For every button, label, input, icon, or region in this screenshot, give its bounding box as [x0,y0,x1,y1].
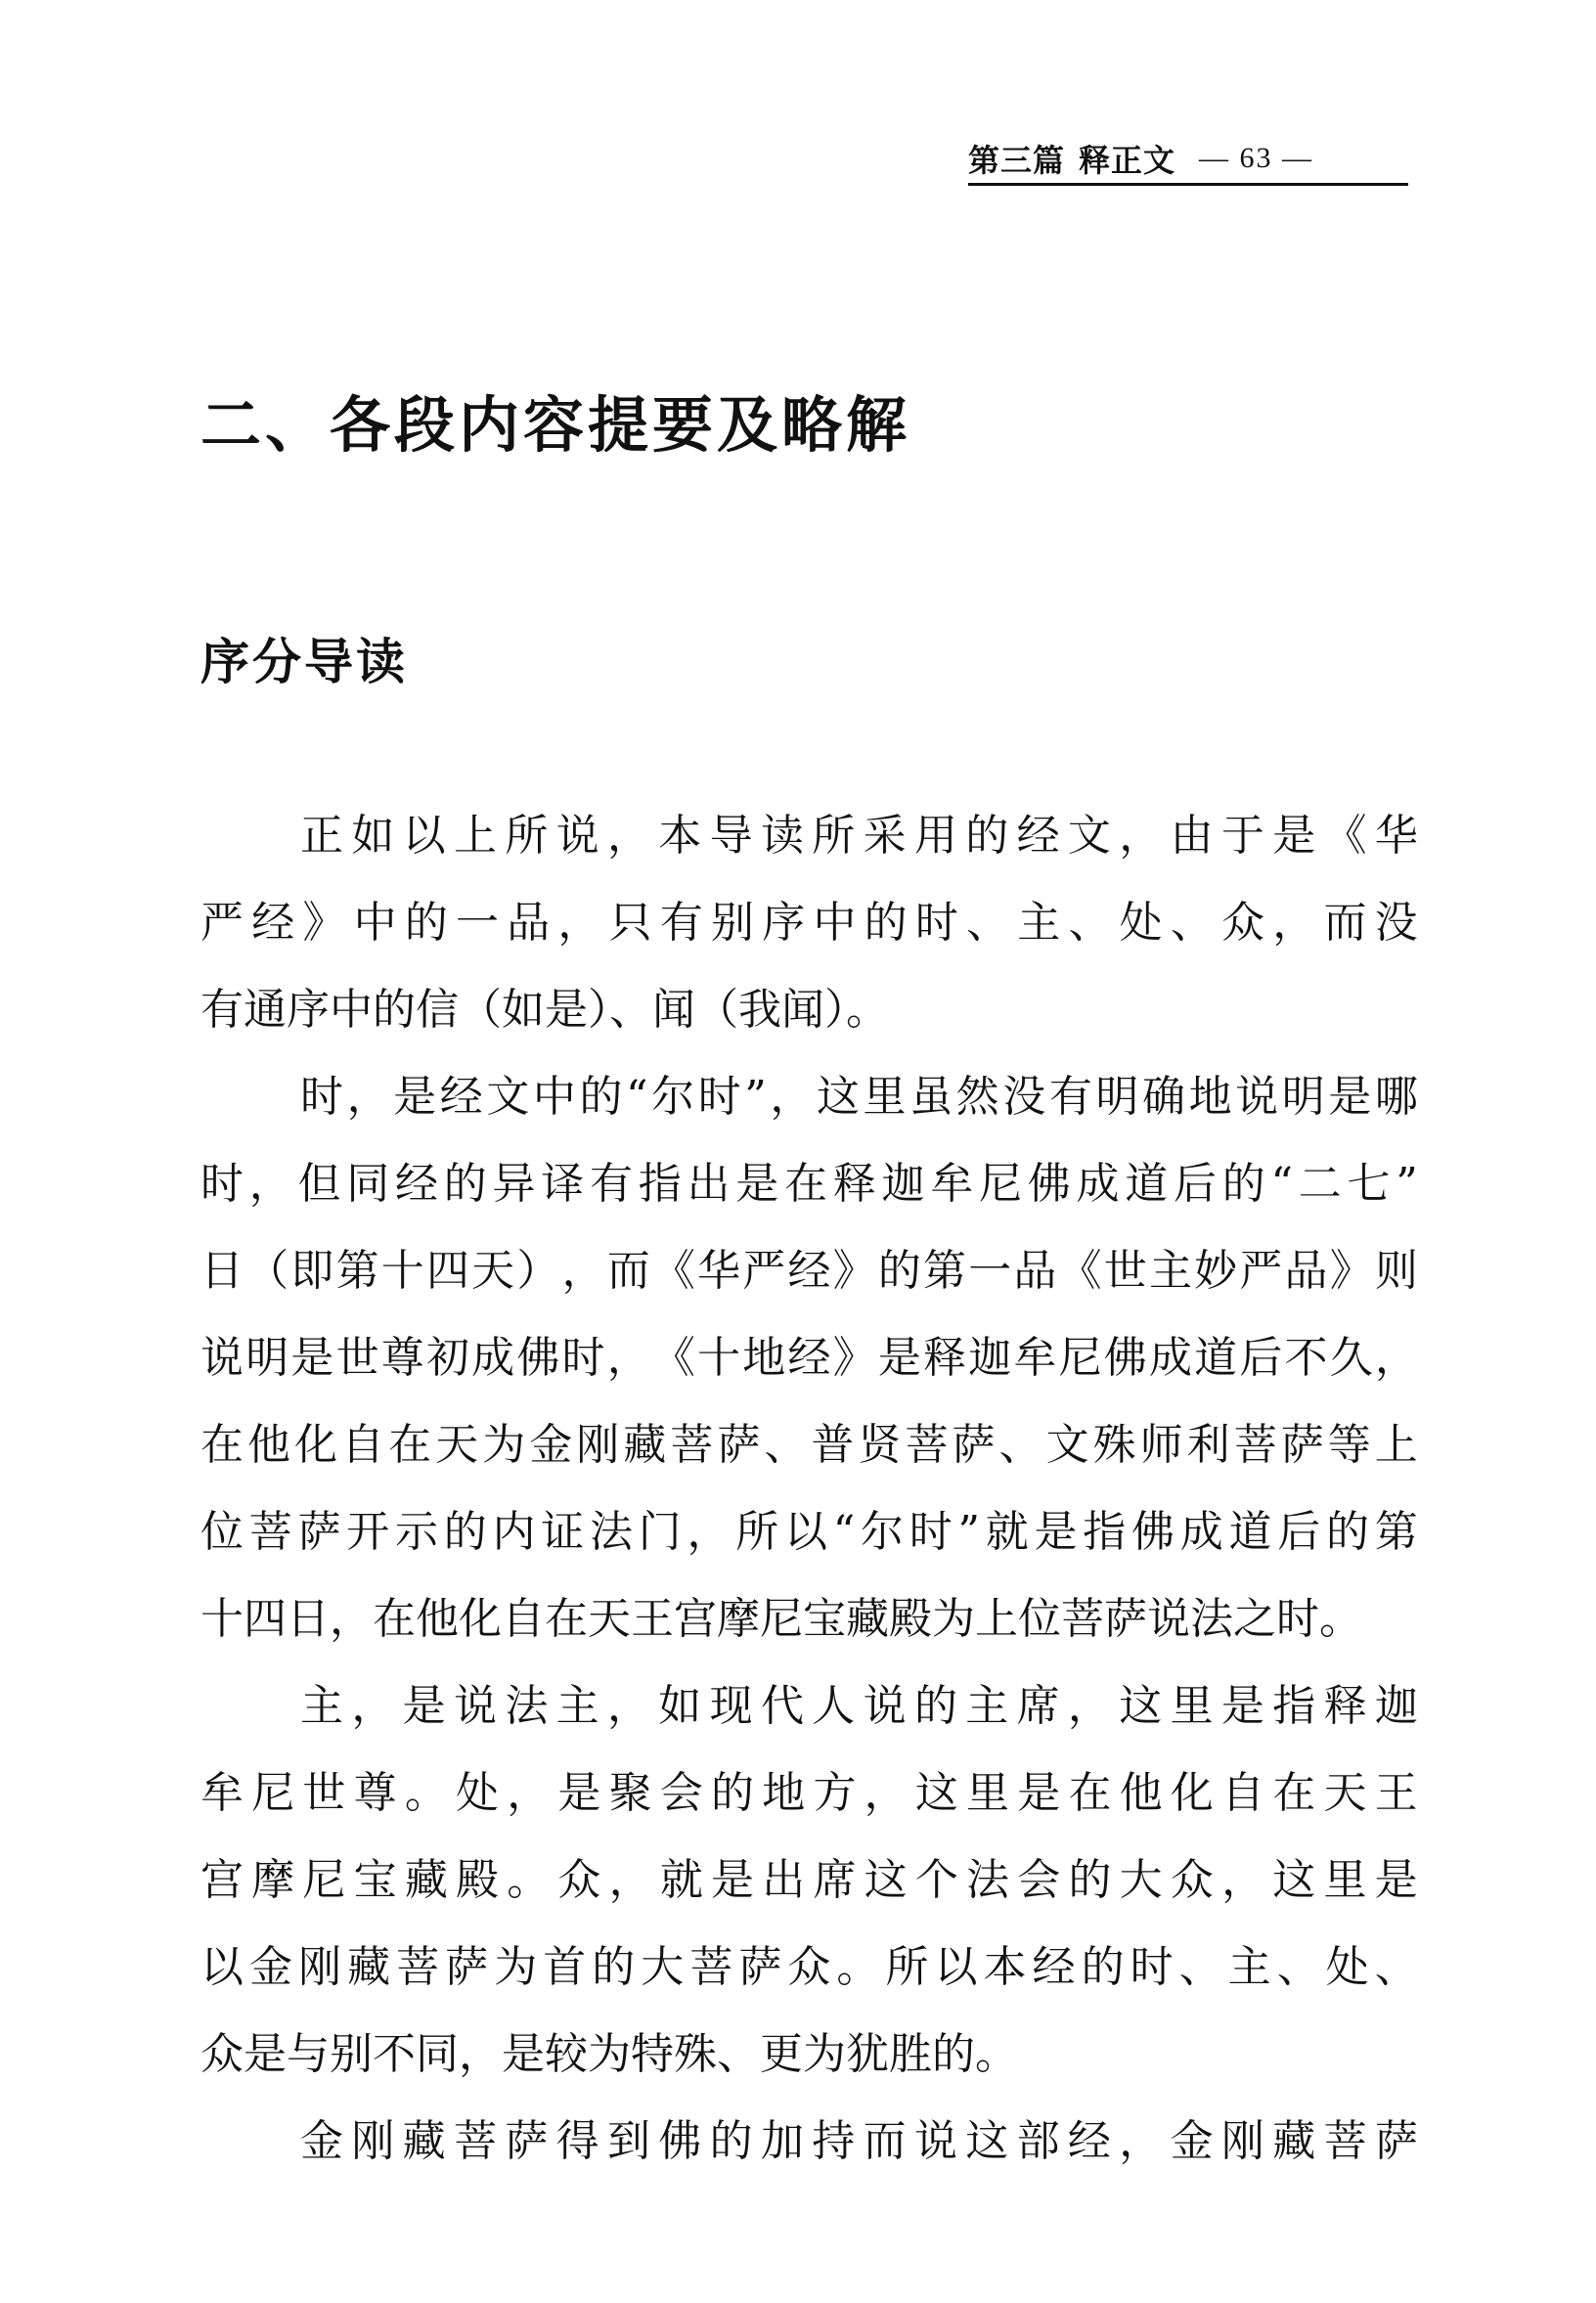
text-line: 牟 尼 世 尊 。 处 ， 是 聚 会 的 地 方 ， 这 里 是 在 他 化 自 在 天 王 [200,1768,1418,1818]
running-header [968,137,1408,186]
text-line: 众是与别不同，是较为特殊、更为犹胜的。 [200,2029,1018,2079]
text-line: 宫 摩 尼 宝 藏 殿 。 众 ， 就 是 出 席 这 个 法 会 的 大 众 ， 这 里 是 [200,1855,1418,1905]
text-line: 十四日，在他化自在天王宫摩尼宝藏殿为上位菩萨说法之时。 [200,1594,1362,1644]
text-line: 有通序中的信（如是）、闻（我闻）。 [200,985,889,1035]
page-number: — 63 — [1199,141,1314,174]
text-line: 金 刚 藏 菩 萨 得 到 佛 的 加 持 而 说 这 部 经 ， 金 刚 藏 菩 萨 [300,2116,1418,2166]
text-line: 正 如 以 上 所 说 ， 本 导 读 所 采 用 的 经 文 ， 由 于 是 《 华 [300,811,1418,861]
text-line: 位 菩 萨 开 示 的 内 证 法 门 ， 所 以 “ 尔 时 ” 就 是 指 佛 成 道 后 的 第 [200,1507,1418,1557]
text-line: 日 （ 即 第 十 四 天 ） ， 而 《 华 严 经 》 的 第 一 品 《 世 主 妙 严 品 》 则 [200,1246,1418,1296]
section-title: 二、各段内容提要及略解 [200,389,911,461]
header-part: 第三篇 [968,141,1066,179]
text-line: 时 ， 但 同 经 的 异 译 有 指 出 是 在 释 迦 牟 尼 佛 成 道 后 的 “ 二 七 ” [200,1159,1418,1209]
text-line: 在 他 化 自 在 天 为 金 刚 藏 菩 萨 、 普 贤 菩 萨 、 文 殊 师 利 菩 萨 等 上 [200,1420,1418,1470]
text-line: 说 明 是 世 尊 初 成 佛 时 ， 《 十 地 经 》 是 释 迦 牟 尼 佛 成 道 后 不 久 ， [200,1333,1418,1383]
text-line: 主 ， 是 说 法 主 ， 如 现 代 人 说 的 主 席 ， 这 里 是 指 释 迦 [300,1681,1418,1731]
subsection-title: 序分导读 [200,634,408,690]
body-text [200,792,1418,2185]
text-line: 严 经 》 中 的 一 品 ， 只 有 别 序 中 的 时 、 主 、 处 、 众 ， 而 没 [200,898,1418,948]
text-line: 以 金 刚 藏 菩 萨 为 首 的 大 菩 萨 众 。 所 以 本 经 的 时 、 主 、 处 、 [200,1942,1418,1992]
text-line: 时 ， 是 经 文 中 的 “ 尔 时 ” ， 这 里 虽 然 没 有 明 确 地 说 明 是 哪 [300,1072,1418,1122]
header-chapter: 释正文 [1079,141,1176,179]
